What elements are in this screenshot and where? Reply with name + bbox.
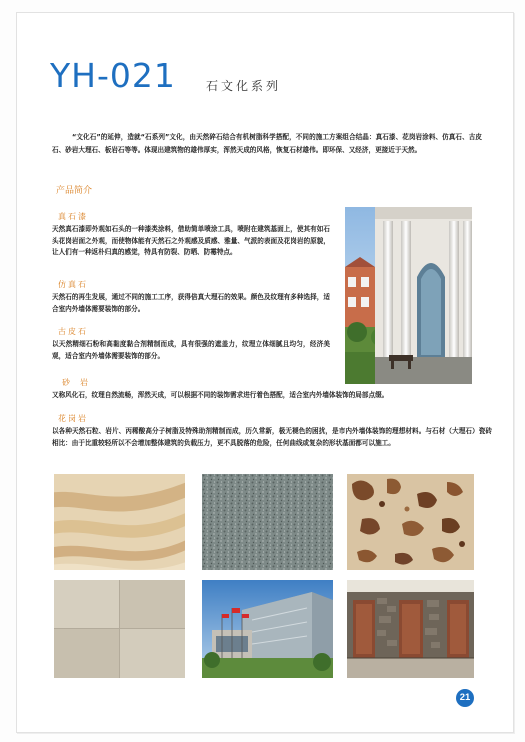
products-heading: 产品简介 xyxy=(56,186,93,196)
sandstone-texture-swatch xyxy=(54,474,185,570)
intro-paragraph: “文化石”的延伸，造就“石系列”文化，由天然碎石结合有机树脂科学搭配，不同的施工方案组合结晶：真石漆、花岗岩涂料、仿真石、古皮石、砂岩大理石、板岩石等等。体现出建筑物的雄伟厚实，浑然天成的风格，恢复石材雄伟。即环保、又经济，更接近于天然。 xyxy=(52,133,482,154)
product-text-granite: 以各种天然石粒、岩片、丙稀酸高分子树脂及特殊助剂精制而成，历久常新，极无褪色的困扰，是市内外墙体装饰的理想材料。与石材（大理石）瓷砖相比：由于比重较轻所以不会增加整体建筑的负载压力，更不具脱落的危险，任何曲线或复杂的形状基面都可以施工。 xyxy=(52,427,492,447)
product-title-imitation-stone: 仿真石 xyxy=(58,280,88,289)
product-title-real-stone-paint: 真石漆 xyxy=(58,212,88,221)
modern-building-photo xyxy=(202,580,333,678)
granite-texture-swatch xyxy=(202,474,333,570)
product-title-granite: 花岗岩 xyxy=(58,414,88,423)
product-title-antique-stone: 古皮石 xyxy=(58,327,88,336)
product-title-sandstone: 砂岩 xyxy=(62,378,98,387)
product-text-real-stone-paint: 天然真石漆即外观如石头的一种漆类涂料，借助简单喷涂工具，喷附在建筑基面上，使其有如石头花岗岩面之外观，而使物体能有天然石之外观感及质感、雅量、气派的表面及花岗岩的原貌，让人们有一种返朴归真的感觉，特具有防裂、防晒、防霉特点。 xyxy=(52,225,330,256)
product-text-antique-stone: 以天然精细石粉和高黏度黏合剂精制而成，具有很强的遮盖力，纹理立体细腻且均匀，经济美观，适合室内外墙体需要装饰的部分。 xyxy=(52,340,330,360)
antique-stone-texture-swatch xyxy=(347,474,474,570)
model-code: YH-021 xyxy=(50,56,176,95)
page-number-badge: 21 xyxy=(456,689,474,707)
beige-stone-tile-swatch xyxy=(54,580,185,678)
product-text-imitation-stone: 天然石的再生发展，通过不同的施工工序，获得倍真大理石的效果。颜色及纹理有多种选择，适合室内外墙体需要装饰的部分。 xyxy=(52,293,330,313)
product-text-sandstone: 又称风化石，纹理自然流畅，浑然天成，可以根据不同的装饰需求进行着色搭配，适合室内外墙体装饰的局部点缀。 xyxy=(52,391,389,399)
series-title: 石文化系列 xyxy=(206,79,282,93)
stone-wall-interior-photo xyxy=(347,580,474,678)
building-columns-photo xyxy=(345,207,472,384)
